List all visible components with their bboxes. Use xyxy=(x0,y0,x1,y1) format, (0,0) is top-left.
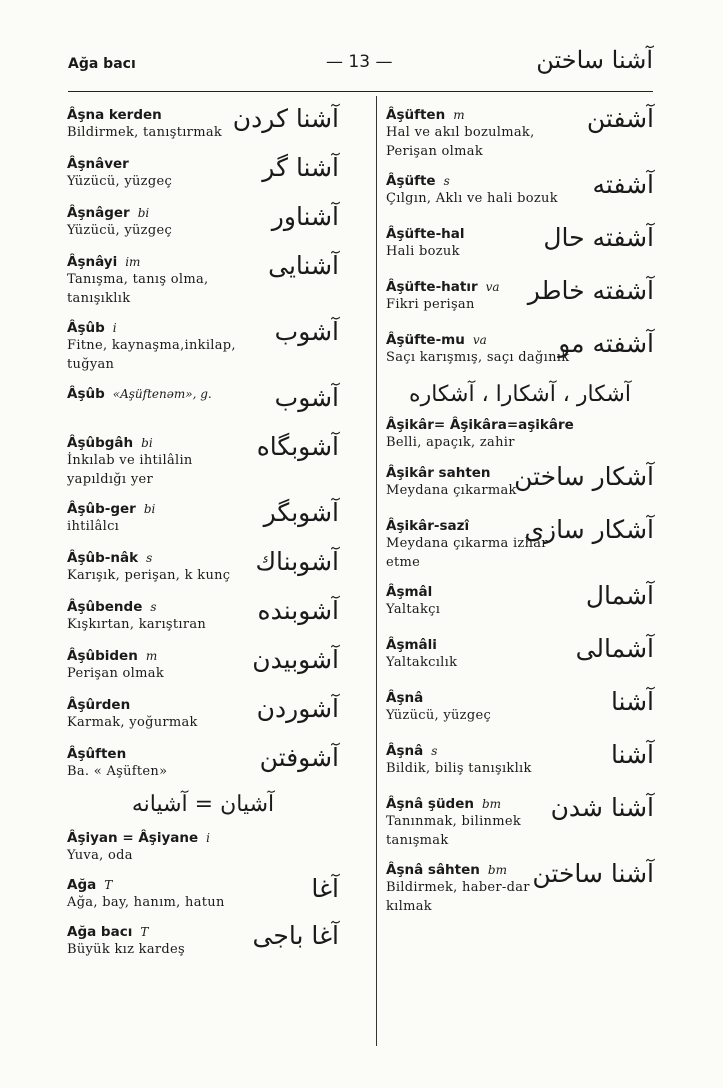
entry-grammar-tag: «Aşüftenəm», g. xyxy=(112,387,212,401)
dictionary-entry xyxy=(386,793,654,850)
entry-arabic-script: آشنا ساختن xyxy=(532,859,654,888)
dictionary-entry xyxy=(67,153,339,193)
column-divider xyxy=(376,96,377,1046)
entry-headword: Âşüfte-mu xyxy=(386,332,465,348)
dictionary-entry xyxy=(67,921,339,959)
entry-grammar-tag: s xyxy=(443,174,450,188)
left-column xyxy=(67,104,339,968)
entry-grammar-tag: m xyxy=(453,108,465,122)
dictionary-entry xyxy=(386,687,654,731)
dictionary-entry xyxy=(67,596,339,636)
entry-grammar-tag: bi xyxy=(137,206,150,220)
dictionary-entry xyxy=(67,432,339,489)
dictionary-entry xyxy=(67,202,339,242)
entry-arabic-script: آغا xyxy=(311,874,339,903)
entry-arabic-script: آشوبناك xyxy=(255,547,339,576)
dictionary-entry xyxy=(386,329,654,373)
dictionary-entry xyxy=(386,104,654,161)
dictionary-entry xyxy=(67,547,339,587)
entry-arabic-script: آشوبنده xyxy=(257,596,339,625)
entry-grammar-tag: va xyxy=(485,280,500,294)
entry-definition: Bildirmek, tanıştırmak xyxy=(67,125,223,140)
entry-arabic-script: آشمال xyxy=(585,581,654,610)
dictionary-entry xyxy=(386,634,654,678)
entry-grammar-tag: T xyxy=(140,925,149,939)
entry-definition: Yuva, oda xyxy=(67,848,133,863)
entry-definition: Bildirmek, haber-dar kılmak xyxy=(386,880,530,914)
entry-arabic-script: آشنا کردن xyxy=(232,104,339,133)
dictionary-entry xyxy=(386,740,654,784)
dictionary-entry xyxy=(386,223,654,267)
entry-grammar-tag: i xyxy=(206,831,210,845)
entry-arabic-script: آشناور xyxy=(271,202,339,231)
entry-headword: Âşûbgâh xyxy=(67,435,134,451)
entry-headword: Âşiyan = Âşiyane xyxy=(67,830,199,846)
dictionary-entry xyxy=(67,743,339,783)
entry-definition: Perişan olmak xyxy=(67,666,164,681)
entry-definition: Karmak, yoğurmak xyxy=(67,715,198,730)
entry-definition: Saçı karışmış, saçı dağınık xyxy=(386,350,570,365)
entry-headword: Âşikâr= Âşikâra=aşikâre xyxy=(386,417,574,433)
dictionary-entry xyxy=(67,694,339,734)
entry-arabic-script: آشفتن xyxy=(586,104,654,133)
entry-headword: Âşnâ xyxy=(386,690,424,706)
dictionary-entry xyxy=(67,251,339,308)
entry-arabic-script: آشفته مو xyxy=(558,329,654,358)
entry-headword: Âşnâ sâhten xyxy=(386,862,480,878)
entry-arabic-script: آشفته xyxy=(592,170,654,199)
entry-arabic-script: آشوب xyxy=(274,317,339,346)
entry-definition: Fikri perişan xyxy=(386,297,475,312)
entry-arabic-script: آشوبگاه xyxy=(256,432,339,461)
entry-headword: Âşûften xyxy=(67,746,127,762)
entry-headword: Âşnâ xyxy=(386,743,424,759)
dictionary-entry xyxy=(386,170,654,214)
dictionary-entry xyxy=(67,827,339,865)
entry-arabic-script: آشوب xyxy=(274,383,339,412)
entry-definition: Hal ve akıl bozulmak, Perişan olmak xyxy=(386,125,535,159)
entry-headword: Âşnâyi xyxy=(67,254,118,270)
entry-grammar-tag: i xyxy=(112,321,117,335)
entry-grammar-tag: bi xyxy=(143,502,156,516)
dictionary-entry xyxy=(386,462,654,506)
dictionary-entry xyxy=(67,317,339,374)
entry-headword: Âşüfte-hal xyxy=(386,226,465,242)
dictionary-entry xyxy=(67,104,339,144)
entry-definition: Tanınmak, bilinmek tanışmak xyxy=(386,814,521,848)
header-rule xyxy=(68,91,653,92)
entry-headword: Âşûb-nâk xyxy=(67,550,139,566)
entry-grammar-tag: m xyxy=(145,649,158,663)
entry-arabic-script: آشمالی xyxy=(575,634,654,663)
entry-headword: Âşnâger xyxy=(67,205,130,221)
entry-definition: Tanışma, tanış olma, tanışıklık xyxy=(67,272,209,306)
entry-headword: Âşikâr sahten xyxy=(386,465,491,481)
dictionary-entry xyxy=(386,515,654,572)
entry-arabic-script: آشوردن xyxy=(256,694,339,723)
entry-headword: Âşûb xyxy=(67,320,105,336)
entry-headword: Âşnâ şüden xyxy=(386,796,474,812)
dictionary-entry xyxy=(67,498,339,538)
entry-arabic-script: آشنا xyxy=(610,740,654,769)
entry-grammar-tag: bm xyxy=(481,797,502,811)
entry-headword: Âşüften xyxy=(386,107,446,123)
entry-arabic-script: آشوفتن xyxy=(259,743,339,772)
entry-arabic-script: آشکار ساختن xyxy=(514,462,654,491)
entry-headword: Ağa bacı xyxy=(67,924,133,940)
dictionary-entry xyxy=(386,859,654,916)
entry-arabic-script: آشنا گر xyxy=(262,153,339,182)
dictionary-entry xyxy=(386,581,654,625)
page-header xyxy=(68,46,653,80)
header-running-title: Ağa bacı xyxy=(68,56,136,72)
dictionary-entry xyxy=(67,383,339,423)
entry-grammar-tag: va xyxy=(472,333,487,347)
entry-grammar-tag: s xyxy=(431,744,438,758)
header-arabic-word: آشنا ساختن xyxy=(536,46,653,74)
entry-definition: Belli, apaçık, zahir xyxy=(386,435,515,450)
entry-definition: Çılgın, Aklı ve hali bozuk xyxy=(386,191,558,206)
entry-arabic-script: آشوبگر xyxy=(263,498,339,527)
entry-headword: Âşûb xyxy=(67,386,105,402)
dictionary-entry xyxy=(386,276,654,320)
entry-definition: Ba. « Aşüften» xyxy=(67,764,168,779)
entry-definition: Büyük kız kardeş xyxy=(67,942,185,957)
entry-grammar-tag: T xyxy=(104,878,113,892)
page-number: — 13 — xyxy=(326,52,393,72)
entry-grammar-tag: bi xyxy=(141,436,153,450)
entry-headword: Âşmâl xyxy=(386,584,433,600)
entry-headword: Âşüfte xyxy=(386,173,436,189)
entry-definition: Karışık, perişan, k kunç xyxy=(67,568,231,583)
entry-definition: Kışkırtan, karıştıran xyxy=(67,617,207,632)
entry-definition: Fitne, kaynaşma,inkilap, tuğyan xyxy=(67,338,236,372)
arabic-variant-line: آشکار ، آشکارا ، آشکاره xyxy=(409,382,631,407)
entry-definition: Yaltakçı xyxy=(386,602,441,617)
entry-definition: Yaltakcılık xyxy=(386,655,458,670)
entry-definition: Meydana çıkarma izhar etme xyxy=(386,536,548,570)
entry-headword: Âşmâli xyxy=(386,637,437,653)
entry-definition: Yüzücü, yüzgeç xyxy=(67,174,173,189)
entry-arabic-script: آشفته حال xyxy=(543,223,654,252)
entry-definition: Ağa, bay, hanım, hatun xyxy=(67,895,225,910)
arabic-variant-line: آشیان = آشیانه xyxy=(131,792,275,817)
entry-headword: Âşûb-ger xyxy=(67,501,136,517)
entry-definition: İnkılab ve ihtilâlin yapıldığı yer xyxy=(67,453,193,487)
entry-grammar-tag: s xyxy=(146,551,153,565)
entry-arabic-script: آشفته خاطر xyxy=(527,276,654,305)
entry-definition: ihtilâlcı xyxy=(67,519,120,534)
entry-arabic-script: آشوبیدن xyxy=(252,645,339,674)
entry-arabic-script: آشنا xyxy=(610,687,654,716)
entry-headword: Âşûbende xyxy=(67,599,143,615)
entry-headword: Âşikâr-sazî xyxy=(386,518,470,534)
entry-headword: Âşna kerden xyxy=(67,107,162,123)
entry-headword: Âşûrden xyxy=(67,697,131,713)
entry-headword: Âşûbiden xyxy=(67,648,138,664)
entry-arabic-script: آشکار سازی xyxy=(524,515,654,544)
dictionary-entry xyxy=(67,645,339,685)
right-column xyxy=(386,104,654,925)
entry-definition: Yüzücü, yüzgeç xyxy=(67,223,173,238)
entry-definition: Yüzücü, yüzgeç xyxy=(386,708,492,723)
entry-definition: Meydana çıkarmak xyxy=(386,483,517,498)
entry-arabic-script: آشنا شدن xyxy=(550,793,654,822)
entry-definition: Hali bozuk xyxy=(386,244,460,259)
entry-headword: Âşüfte-hatır xyxy=(386,279,478,295)
entry-grammar-tag: bm xyxy=(487,863,507,877)
entry-definition: Bildik, biliş tanışıklık xyxy=(386,761,532,776)
entry-grammar-tag: im xyxy=(125,255,141,269)
entry-arabic-script: آغا باجی xyxy=(252,921,339,950)
entry-headword: Ağa xyxy=(67,877,97,893)
entry-headword: Âşnâver xyxy=(67,156,129,172)
dictionary-entry xyxy=(67,874,339,912)
entry-grammar-tag: s xyxy=(150,600,157,614)
entry-arabic-script: آشنایی xyxy=(268,251,339,280)
